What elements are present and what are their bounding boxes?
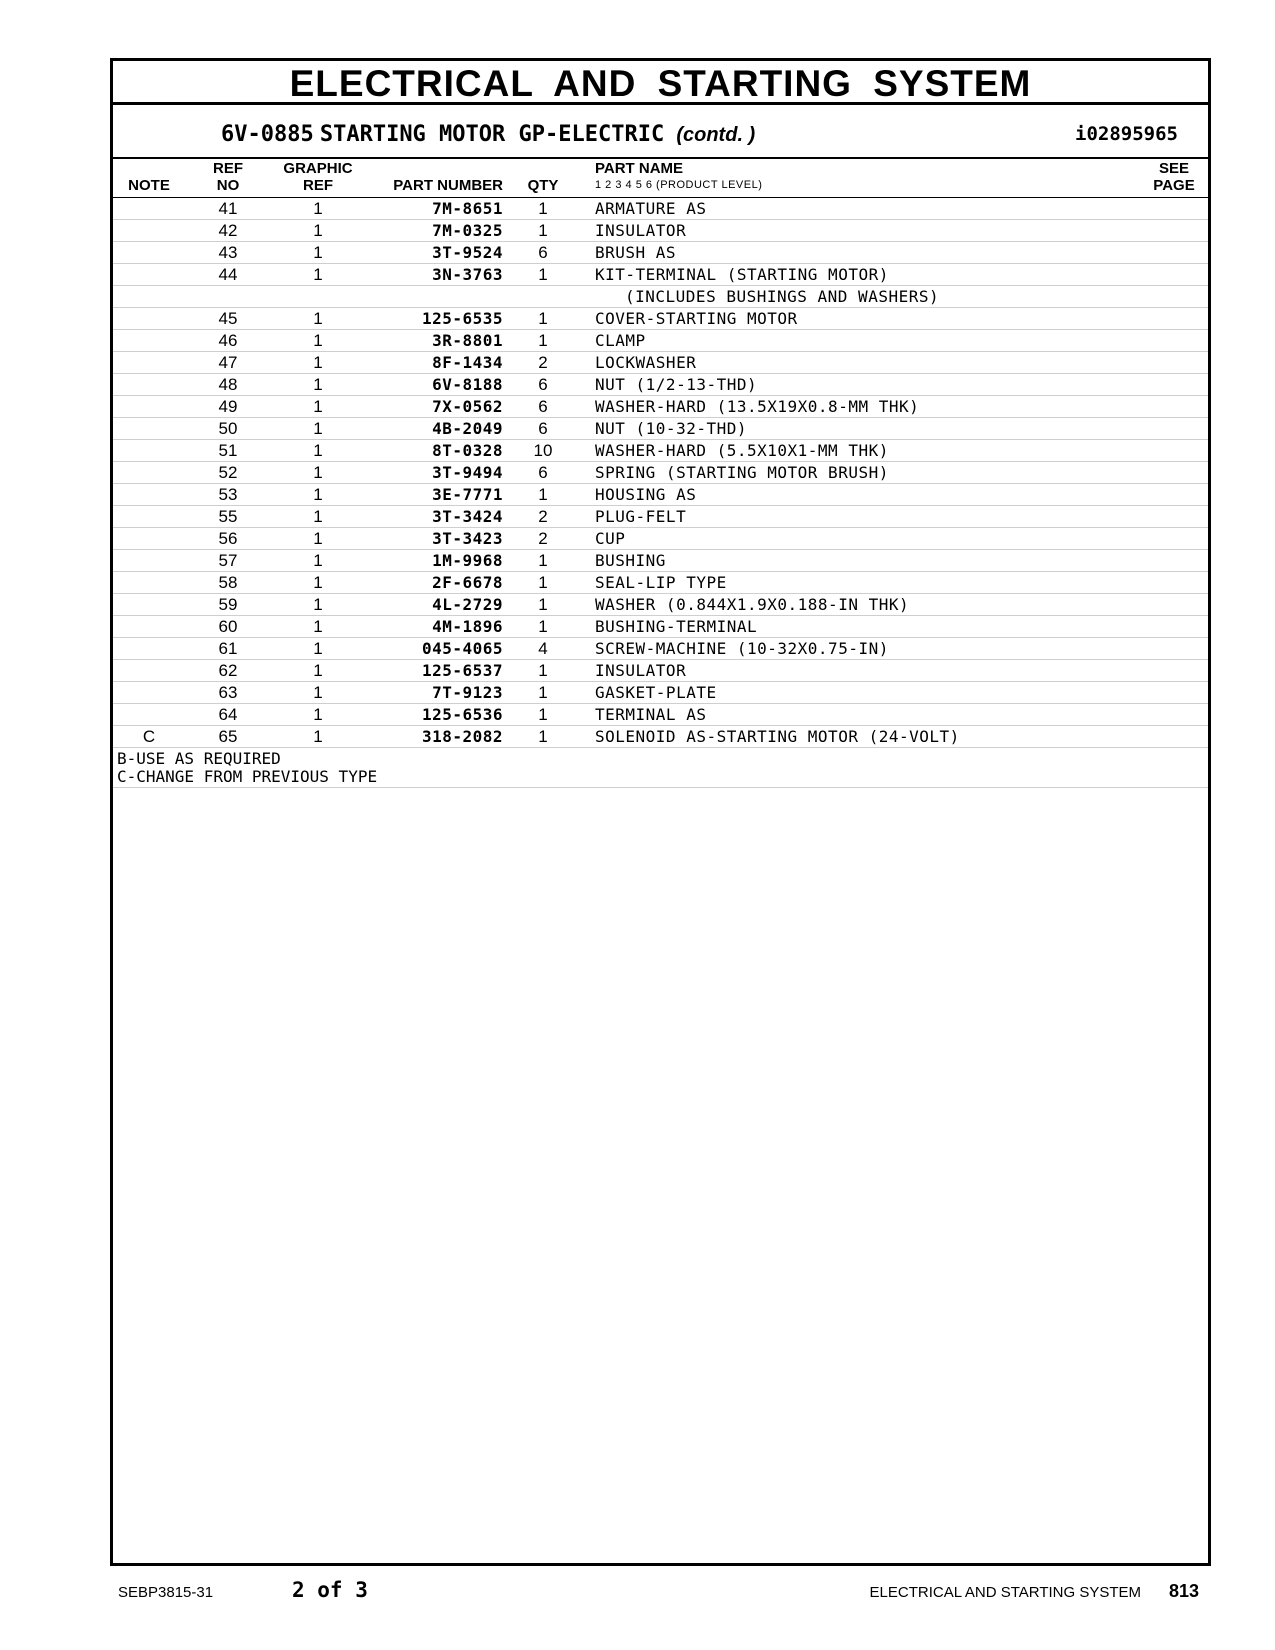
note-b: B-USE AS REQUIRED xyxy=(117,749,281,768)
graphic-ref-cell: 1 xyxy=(313,639,323,658)
qty-cell: 1 xyxy=(538,705,548,724)
page-footer xyxy=(110,1578,1211,1608)
assembly-title xyxy=(221,121,755,147)
graphic-ref-cell: 1 xyxy=(313,243,323,262)
graphic-ref-cell: 1 xyxy=(313,529,323,548)
graphic-ref-cell: 1 xyxy=(313,397,323,416)
part-name-cell: SPRING (STARTING MOTOR BRUSH) xyxy=(595,463,889,482)
ref-no-cell: 49 xyxy=(218,397,238,416)
graphic-ref-cell: 1 xyxy=(313,617,323,636)
continued-label: (contd. ) xyxy=(676,124,756,146)
ref-no-cell: 41 xyxy=(218,199,238,218)
part-number-cell: 3N-3763 xyxy=(432,265,503,284)
table-row xyxy=(113,242,1208,264)
part-name-cell: KIT-TERMINAL (STARTING MOTOR) xyxy=(595,265,889,284)
col-see-page-bottom: PAGE xyxy=(1153,177,1195,194)
part-number-cell: 125-6535 xyxy=(421,309,503,328)
part-name-cell: GASKET-PLATE xyxy=(595,683,717,702)
ref-no-cell: 47 xyxy=(218,353,238,372)
part-number-cell: 4M-1896 xyxy=(432,617,503,636)
table-row xyxy=(113,352,1208,374)
part-number-cell: 8T-0328 xyxy=(432,441,503,460)
part-name-cell: NUT (10-32-THD) xyxy=(595,419,747,438)
part-name-cell: WASHER-HARD (13.5X19X0.8-MM THK) xyxy=(595,397,920,416)
part-name-cell: ARMATURE AS xyxy=(595,199,707,218)
footer-section-name: ELECTRICAL AND STARTING SYSTEM xyxy=(869,1584,1141,1601)
ref-no-cell: 45 xyxy=(218,309,238,328)
qty-cell: 2 xyxy=(538,507,548,526)
table-row xyxy=(113,726,1208,748)
qty-cell: 1 xyxy=(538,573,548,592)
part-number-cell: 8F-1434 xyxy=(432,353,503,372)
table-row xyxy=(113,572,1208,594)
col-note: NOTE xyxy=(128,177,170,194)
part-name-cell: NUT (1/2-13-THD) xyxy=(595,375,758,394)
ref-no-cell: 42 xyxy=(218,221,238,240)
table-row xyxy=(113,198,1208,220)
part-name-cell: (INCLUDES BUSHINGS AND WASHERS) xyxy=(625,287,940,306)
ref-no-cell: 44 xyxy=(218,265,238,284)
qty-cell: 1 xyxy=(538,595,548,614)
part-name-cell: COVER-STARTING MOTOR xyxy=(595,309,798,328)
qty-cell: 6 xyxy=(538,463,548,482)
table-row xyxy=(113,440,1208,462)
part-number-cell: 3R-8801 xyxy=(432,331,503,350)
part-number-cell: 7X-0562 xyxy=(432,397,503,416)
ref-no-cell: 61 xyxy=(218,639,238,658)
part-name-cell: BRUSH AS xyxy=(595,243,677,262)
ref-no-cell: 63 xyxy=(218,683,238,702)
graphic-ref-cell: 1 xyxy=(313,265,323,284)
col-see-page-top: SEE xyxy=(1158,160,1189,177)
column-headers xyxy=(113,159,1208,198)
part-number-cell: 2F-6678 xyxy=(432,573,503,592)
page-of-count: 2 of 3 xyxy=(292,1578,368,1602)
ref-no-cell: 64 xyxy=(218,705,238,724)
qty-cell: 6 xyxy=(538,375,548,394)
publication-number: SEBP3815-31 xyxy=(118,1584,214,1601)
part-name-cell: BUSHING xyxy=(595,551,666,570)
part-name-cell: SOLENOID AS-STARTING MOTOR (24-VOLT) xyxy=(595,727,960,746)
ref-no-cell: 56 xyxy=(218,529,238,548)
graphic-ref-cell: 1 xyxy=(313,683,323,702)
part-number-cell: 045-4065 xyxy=(421,639,503,658)
table-row xyxy=(113,374,1208,396)
graphic-ref-cell: 1 xyxy=(313,507,323,526)
col-graphic-ref-bottom: REF xyxy=(303,177,333,194)
assembly-header xyxy=(113,105,1208,159)
part-name-cell: INSULATOR xyxy=(595,661,687,680)
part-name-cell: HOUSING AS xyxy=(595,485,697,504)
ref-no-cell: 53 xyxy=(218,485,238,504)
col-graphic-ref xyxy=(273,160,363,194)
table-row xyxy=(113,682,1208,704)
qty-cell: 1 xyxy=(538,683,548,702)
col-part-name xyxy=(595,160,762,194)
part-number-cell: 3T-9524 xyxy=(432,243,503,262)
part-number-cell: 3E-7771 xyxy=(432,485,503,504)
graphic-ref-cell: 1 xyxy=(313,441,323,460)
graphic-ref-cell: 1 xyxy=(313,199,323,218)
qty-cell: 10 xyxy=(533,441,553,460)
part-number-cell: 125-6537 xyxy=(421,661,503,680)
qty-cell: 6 xyxy=(538,243,548,262)
table-row xyxy=(113,506,1208,528)
col-part-number: PART NUMBER xyxy=(393,177,503,194)
table-row xyxy=(113,550,1208,572)
part-number-cell: 7M-8651 xyxy=(432,199,503,218)
part-number-cell: 7T-9123 xyxy=(432,683,503,702)
qty-cell: 6 xyxy=(538,419,548,438)
part-number-cell: 125-6536 xyxy=(421,705,503,724)
qty-cell: 1 xyxy=(538,617,548,636)
parts-page-frame xyxy=(110,58,1211,1566)
product-level-legend: 1 2 3 4 5 6 (PRODUCT LEVEL) xyxy=(595,179,763,191)
table-row xyxy=(113,528,1208,550)
part-number-cell: 4L-2729 xyxy=(432,595,503,614)
parts-list xyxy=(113,198,1208,788)
part-name-cell: SCREW-MACHINE (10-32X0.75-IN) xyxy=(595,639,889,658)
part-number-cell: 3T-9494 xyxy=(432,463,503,482)
graphic-ref-cell: 1 xyxy=(313,375,323,394)
table-row xyxy=(113,286,1208,308)
col-qty: QTY xyxy=(527,177,559,194)
qty-cell: 1 xyxy=(538,331,548,350)
part-name-cell: WASHER-HARD (5.5X10X1-MM THK) xyxy=(595,441,889,460)
ref-no-cell: 52 xyxy=(218,463,238,482)
table-row xyxy=(113,704,1208,726)
assembly-name: STARTING MOTOR GP-ELECTRIC xyxy=(319,122,665,147)
table-row xyxy=(113,330,1208,352)
assembly-number: 6V-0885 xyxy=(221,122,314,147)
qty-cell: 2 xyxy=(538,353,548,372)
qty-cell: 1 xyxy=(538,265,548,284)
ref-no-cell: 60 xyxy=(218,617,238,636)
graphic-ref-cell: 1 xyxy=(313,485,323,504)
part-number-cell: 6V-8188 xyxy=(432,375,503,394)
table-row xyxy=(113,396,1208,418)
ref-no-cell: 58 xyxy=(218,573,238,592)
table-row xyxy=(113,220,1208,242)
qty-cell: 2 xyxy=(538,529,548,548)
table-row xyxy=(113,616,1208,638)
graphic-ref-cell: 1 xyxy=(313,573,323,592)
part-name-cell: BUSHING-TERMINAL xyxy=(595,617,758,636)
qty-cell: 6 xyxy=(538,397,548,416)
qty-cell: 1 xyxy=(538,551,548,570)
table-row xyxy=(113,418,1208,440)
graphic-ref-cell: 1 xyxy=(313,331,323,350)
part-name-cell: CUP xyxy=(595,529,626,548)
col-graphic-ref-top: GRAPHIC xyxy=(283,160,353,177)
part-name-cell: INSULATOR xyxy=(595,221,687,240)
ref-no-cell: 65 xyxy=(218,727,238,746)
qty-cell: 1 xyxy=(538,221,548,240)
note-cell: C xyxy=(142,727,156,746)
part-number-cell: 3T-3424 xyxy=(432,507,503,526)
qty-cell: 1 xyxy=(538,199,548,218)
ref-no-cell: 62 xyxy=(218,661,238,680)
part-number-cell: 3T-3423 xyxy=(432,529,503,548)
part-number-cell: 4B-2049 xyxy=(432,419,503,438)
graphic-ref-cell: 1 xyxy=(313,309,323,328)
qty-cell: 1 xyxy=(538,727,548,746)
graphic-ref-cell: 1 xyxy=(313,353,323,372)
table-row xyxy=(113,638,1208,660)
graphic-ref-cell: 1 xyxy=(313,595,323,614)
graphic-ref-cell: 1 xyxy=(313,463,323,482)
page-title: ELECTRICAL AND STARTING SYSTEM xyxy=(113,61,1208,105)
qty-cell: 1 xyxy=(538,485,548,504)
part-name-cell: CLAMP xyxy=(595,331,646,350)
part-name-cell: TERMINAL AS xyxy=(595,705,707,724)
table-row xyxy=(113,264,1208,286)
page-number: 813 xyxy=(1168,1581,1199,1601)
qty-cell: 1 xyxy=(538,661,548,680)
table-row xyxy=(113,594,1208,616)
col-ref-no xyxy=(203,160,253,194)
part-number-cell: 7M-0325 xyxy=(432,221,503,240)
qty-cell: 1 xyxy=(538,309,548,328)
part-name-cell: WASHER (0.844X1.9X0.188-IN THK) xyxy=(595,595,910,614)
ref-no-cell: 46 xyxy=(218,331,238,350)
table-row xyxy=(113,462,1208,484)
ref-no-cell: 59 xyxy=(218,595,238,614)
part-number-cell: 1M-9968 xyxy=(432,551,503,570)
ref-no-cell: 51 xyxy=(218,441,238,460)
col-part-name-label: PART NAME xyxy=(595,160,684,177)
part-name-cell: LOCKWASHER xyxy=(595,353,697,372)
part-name-cell: SEAL-LIP TYPE xyxy=(595,573,727,592)
col-see-page xyxy=(1144,160,1204,194)
ref-no-cell: 55 xyxy=(218,507,238,526)
part-name-cell: PLUG-FELT xyxy=(595,507,687,526)
ref-no-cell: 57 xyxy=(218,551,238,570)
table-row xyxy=(113,660,1208,682)
qty-cell: 4 xyxy=(538,639,548,658)
ref-no-cell: 48 xyxy=(218,375,238,394)
graphic-ref-cell: 1 xyxy=(313,551,323,570)
ref-no-cell: 43 xyxy=(218,243,238,262)
graphic-ref-cell: 1 xyxy=(313,221,323,240)
part-number-cell: 318-2082 xyxy=(421,727,503,746)
graphic-ref-cell: 1 xyxy=(313,661,323,680)
graphic-ref-cell: 1 xyxy=(313,705,323,724)
table-row xyxy=(113,308,1208,330)
illustration-id: i02895965 xyxy=(1075,123,1178,145)
graphic-ref-cell: 1 xyxy=(313,727,323,746)
ref-no-cell: 50 xyxy=(218,419,238,438)
col-ref-no-top: REF xyxy=(213,160,243,177)
col-ref-no-bottom: NO xyxy=(216,177,240,194)
notes-legend xyxy=(113,748,1208,788)
table-row xyxy=(113,484,1208,506)
graphic-ref-cell: 1 xyxy=(313,419,323,438)
note-c: C-CHANGE FROM PREVIOUS TYPE xyxy=(117,767,378,786)
